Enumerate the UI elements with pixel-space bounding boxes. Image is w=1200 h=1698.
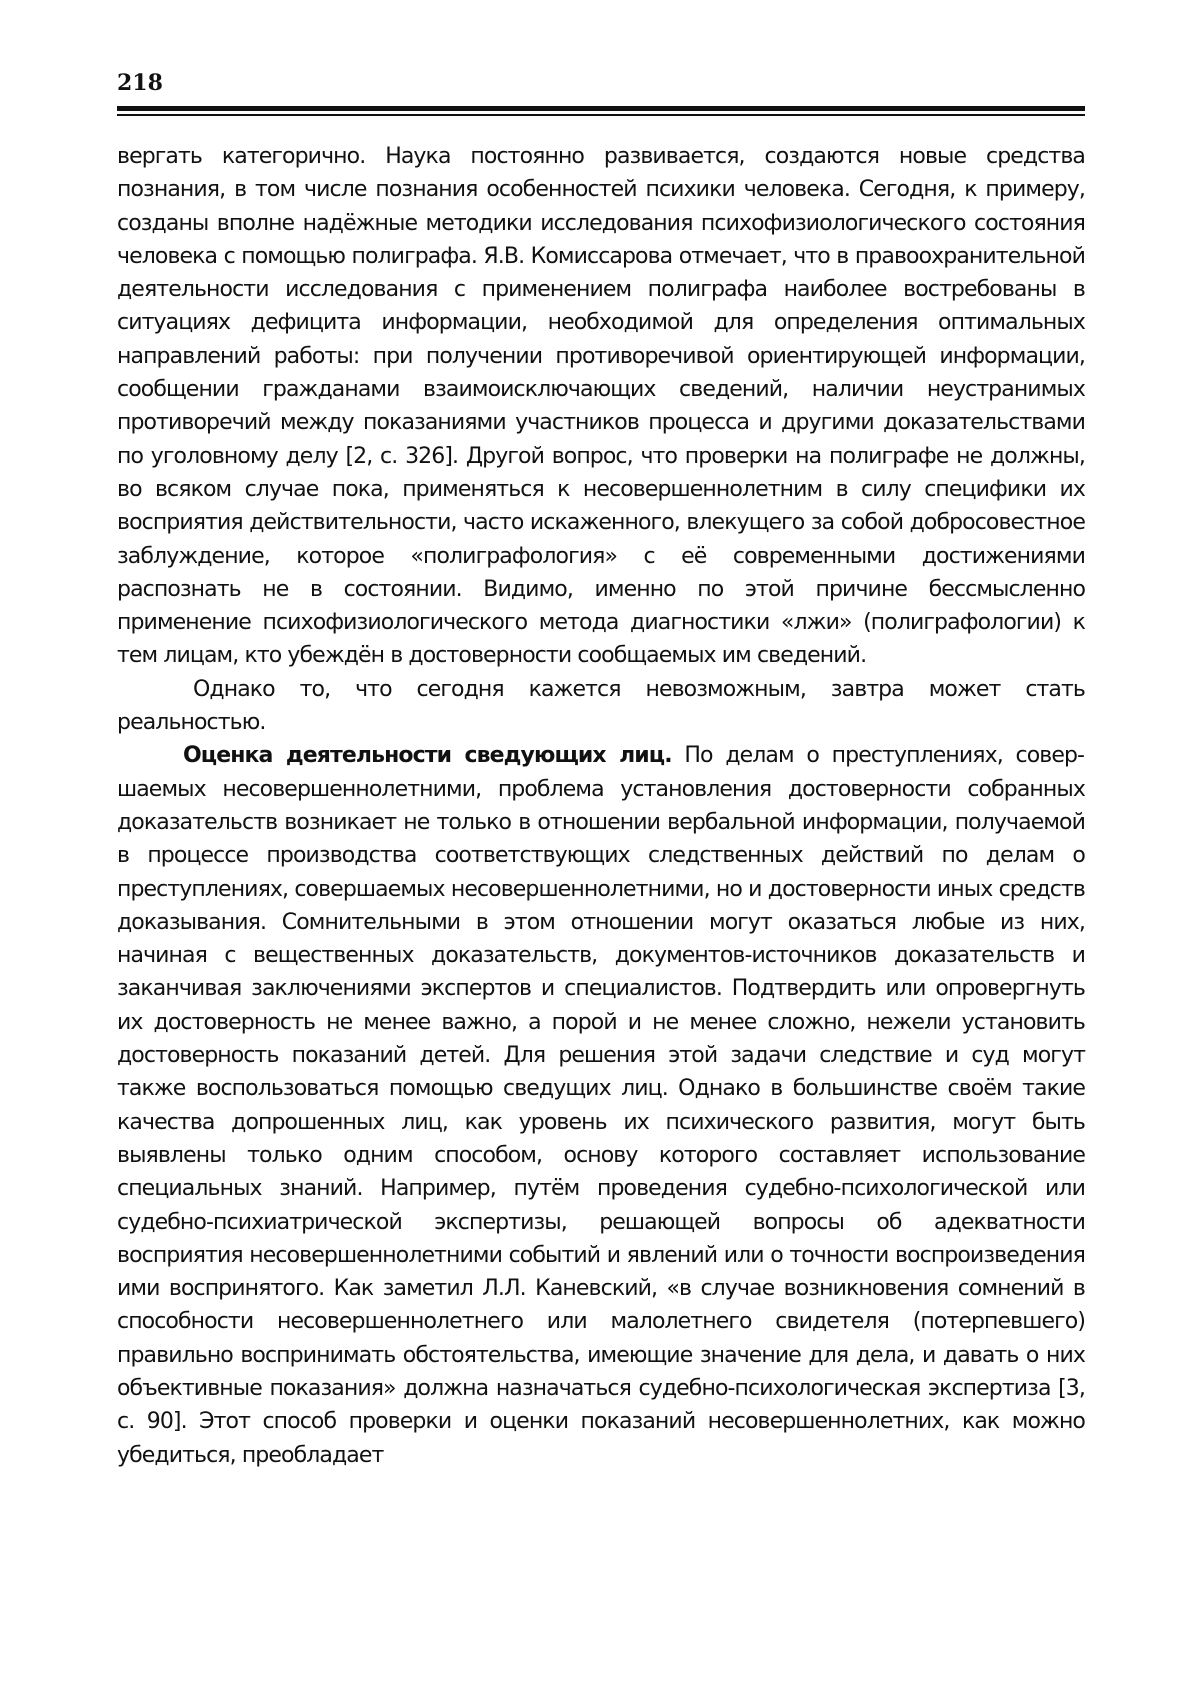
paragraph-3 bbox=[117, 739, 1085, 1472]
header-rule-thick bbox=[117, 106, 1085, 111]
page-number: 218 bbox=[117, 70, 163, 96]
paragraph-3-text: По делам о преступлениях, совершаемых несовершеннолетними, проблема установления достоверности собранных доказательств возникает не только в отношении вербальной информации, получаемой в процессе производства соответствующих следственных действий по делам о преступлениях, совершаемых несовершеннолетними, но и достоверности иных средств доказывания. Сомнительными в этом отношении могут оказаться любые из них, начиная с вещественных доказательств, документов-источников доказательств и заканчивая заключениями экспертов и специалистов. Подтвердить или опровергнуть их достоверность не менее важно, а порой и не менее сложно, нежели установить достоверность показаний детей. Для решения этой задачи следствие и суд могут также воспользоваться помощью сведущих лиц. Однако в большинстве своём такие качества допрошенных лиц, как уровень их психического развития, могут быть выявлены только одним способом, основу которого составляет использование специальных знаний. Например, путём проведения судебно-психологической или судебно-психиатрической экспертизы, решающей вопросы об адекватности восприятия несовершеннолетними событий и явлений или о точности воспроизведения ими воспринятого. Как заметил Л.Л. Каневский, «в случае возникновения сомнений в способности несовершеннолетнего или малолетнего свидетеля (потерпевшего) правильно воспринимать обстоятельства, имеющие значение для дела, и давать о них объективные показания» должна назначаться судебно-психологическая экспертиза [3, с. 90]. Этот способ проверки и оценки показаний несовершеннолетних, как можно убедиться, преобладает bbox=[117, 743, 1085, 1468]
body-text bbox=[117, 140, 1085, 1472]
paragraph-2: Однако то, что сегодня кажется невозможным, завтра может стать реальностью. bbox=[117, 676, 1085, 736]
paragraph-1: вергать категорично. Наука постоянно развивается, создаются новые средства познания, в том числе познания особенностей психики человека. Сегодня, к примеру, созданы вполне надёжные методики исследования психофизиологического состояния человека с помощью полиграфа. Я.В. Комиссарова отмечает, что в правоохранительной деятельности исследования с применением полиграфа наиболее востребованы в ситуациях дефицита информации, необходимой для определения оптимальных направлений работы: при получении противоречивой ориентирующей информации, сообщении гражданами взаимоисключающих сведений, наличии неустранимых противоречий между показаниями участников процесса и другими доказательствами по уголовному делу [2, с. 326]. Другой вопрос, что проверки на полиграфе не должны, во всяком случае пока, применяться к несовершеннолетним в силу специфики их восприятия действительности, часто искаженного, влекущего за собой добросовестное заблуждение, которое «полиграфология» с её современными достижениями распознать не в состоянии. Видимо, именно по этой причине бессмысленно применение психофизиологического метода диагностики «лжи» (полиграфологии) к тем лицам, кто убеждён в достоверности сообщаемых им сведений. bbox=[117, 144, 1085, 669]
header-rule-thin bbox=[117, 114, 1085, 116]
section-heading: Оценка деятельности сведующих лиц. bbox=[183, 743, 672, 769]
